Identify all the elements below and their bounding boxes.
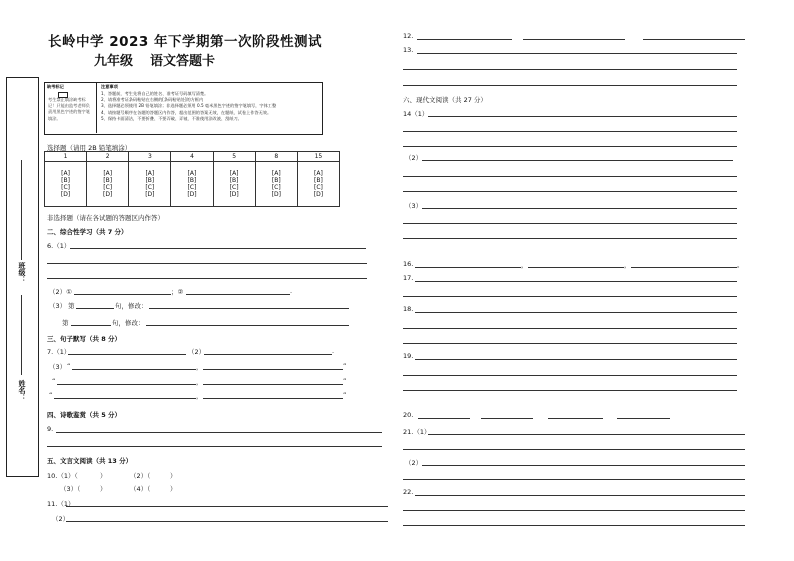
option-c[interactable]: [C] xyxy=(61,184,70,191)
open-quote: “ xyxy=(52,377,56,385)
q16-period: 。 xyxy=(737,261,744,269)
q14-1-label: 14（1） xyxy=(403,110,429,118)
option-d[interactable]: [D] xyxy=(187,191,197,198)
answer-line[interactable] xyxy=(428,116,737,117)
page-title: 长岭中学 2023 年下学期第一次阶段性测试 xyxy=(48,34,322,50)
mc-col-header: 8 xyxy=(255,152,297,162)
answer-line[interactable] xyxy=(415,359,737,360)
answer-line[interactable] xyxy=(418,418,470,419)
q12-label: 12. xyxy=(403,32,414,40)
q9-label: 9. xyxy=(47,425,54,433)
q10-3-label: （3）（ xyxy=(60,485,81,493)
name-label: 姓名： xyxy=(18,380,26,401)
name-field[interactable] xyxy=(21,295,22,375)
q18-label: 18. xyxy=(403,305,414,313)
answer-line[interactable] xyxy=(481,418,533,419)
answer-line[interactable] xyxy=(403,510,745,511)
answer-line[interactable] xyxy=(54,398,196,399)
answer-line[interactable] xyxy=(403,131,737,132)
option-d[interactable]: [D] xyxy=(229,191,239,198)
answer-line[interactable] xyxy=(403,390,737,391)
q7-3-label: （3） xyxy=(49,363,67,371)
mc-options-cell xyxy=(255,162,297,207)
option-b[interactable]: [B] xyxy=(271,177,281,184)
answer-line[interactable] xyxy=(76,308,114,309)
q14-3-label: （3） xyxy=(405,202,423,210)
answer-line[interactable] xyxy=(428,434,745,435)
answer-line[interactable] xyxy=(47,263,367,264)
note-item: 4、请按题号顺序在各题的答题区内作答，超出范围的答案无效，在题纸、试卷上作答无效。 xyxy=(101,109,272,115)
class-field[interactable] xyxy=(21,160,22,260)
note-item: 1、答题前，考生先将自己的姓名、准考证号码填写清楚。 xyxy=(101,91,209,96)
answer-line[interactable] xyxy=(71,325,111,326)
q20-label: 20. xyxy=(403,411,414,419)
notes-title: 注意事项 xyxy=(101,84,118,89)
option-a[interactable]: [A] xyxy=(61,170,70,177)
answer-line[interactable] xyxy=(203,398,343,399)
answer-line[interactable] xyxy=(403,176,737,177)
mc-col-header: 2 xyxy=(87,152,129,162)
option-c[interactable]: [C] xyxy=(187,184,197,191)
q6-3-di2: 第 xyxy=(62,319,69,327)
answer-line[interactable] xyxy=(186,294,290,295)
q6-3-ju2: 句，修改： xyxy=(112,319,145,327)
mc-grid xyxy=(44,151,340,207)
answer-line[interactable] xyxy=(631,267,737,268)
option-a[interactable]: [A] xyxy=(314,170,323,177)
absent-mark-title: 缺考标记 xyxy=(47,84,64,89)
q16-comma: ， xyxy=(624,261,631,269)
q10-2-label: （2）（ xyxy=(130,472,151,480)
q6-2-end: . xyxy=(290,287,293,295)
option-b[interactable]: [B] xyxy=(61,177,70,184)
answer-line[interactable] xyxy=(204,354,332,355)
option-a[interactable]: [A] xyxy=(103,170,113,177)
option-c[interactable]: [C] xyxy=(271,184,281,191)
answer-line[interactable] xyxy=(422,160,733,161)
q11-2-label: （2） xyxy=(52,515,70,523)
answer-line[interactable] xyxy=(523,39,625,40)
answer-line[interactable] xyxy=(72,369,196,370)
q6-2-label: （2）① xyxy=(49,288,72,296)
answer-line[interactable] xyxy=(403,328,737,329)
option-a[interactable]: [A] xyxy=(271,170,281,177)
q11-1-label: 11.（1） xyxy=(47,500,75,508)
q17-label: 17. xyxy=(403,274,414,282)
option-b[interactable]: [B] xyxy=(314,177,323,184)
answer-line[interactable] xyxy=(68,354,186,355)
q22-label: 22. xyxy=(403,488,414,496)
q13-label: 13. xyxy=(403,46,414,54)
q6-3-di: 第 xyxy=(68,302,75,310)
q10-1-label: 10.（1）（ xyxy=(47,472,78,480)
answer-line[interactable] xyxy=(617,418,670,419)
answer-line[interactable] xyxy=(403,146,737,147)
answer-line[interactable] xyxy=(203,369,343,370)
section-4-title: 四、诗歌鉴赏（共 5 分） xyxy=(47,411,122,419)
comma: ， xyxy=(196,392,203,400)
answer-line[interactable] xyxy=(422,465,745,466)
q14-2-label: （2） xyxy=(405,154,423,162)
mc-options-cell xyxy=(213,162,255,207)
option-d[interactable]: [D] xyxy=(145,191,155,198)
q6-label: 6.（1） xyxy=(47,242,71,250)
answer-line[interactable] xyxy=(528,267,624,268)
answer-line[interactable] xyxy=(403,223,737,224)
option-c[interactable]: [C] xyxy=(313,184,323,191)
absent-mark-text: 考生禁止填涂缺考标记！只能由监考老师负责用黑色字迹的签字笔填涂。 xyxy=(48,97,90,121)
answer-line[interactable] xyxy=(417,53,737,54)
mc-options-cell xyxy=(171,162,213,207)
option-c[interactable]: [C] xyxy=(103,184,113,191)
answer-line[interactable] xyxy=(56,432,382,433)
answer-line[interactable] xyxy=(643,39,745,40)
subject-label: 语文答题卡 xyxy=(150,54,216,69)
mc-title: 选择题（请用 2B 铅笔填涂） xyxy=(47,144,132,152)
answer-line[interactable] xyxy=(66,521,388,522)
answer-line[interactable] xyxy=(403,69,737,70)
open-quote: “ xyxy=(49,391,53,399)
option-b[interactable]: [B] xyxy=(229,177,239,184)
answer-line[interactable] xyxy=(417,39,512,40)
q6-3-ju: 句，修改： xyxy=(115,302,148,310)
grade-label: 九年级 xyxy=(94,54,134,69)
answer-line[interactable] xyxy=(70,248,366,249)
open-quote: “ xyxy=(67,362,71,370)
answer-line[interactable] xyxy=(203,384,343,385)
q6-2-separator: ；② xyxy=(171,288,184,296)
notes-list xyxy=(101,91,319,122)
option-b[interactable]: [B] xyxy=(145,177,155,184)
section-5-title: 五、文言文阅读（共 13 分） xyxy=(47,457,133,465)
answer-line[interactable] xyxy=(403,296,737,297)
mc-col-header: 1 xyxy=(45,152,87,162)
q16-label: 16. xyxy=(403,260,414,268)
q7-label: 7.（1） xyxy=(47,348,71,356)
q21-2-label: （2） xyxy=(405,459,423,467)
answer-line[interactable] xyxy=(415,267,521,268)
section-3-title: 三、句子默写（共 8 分） xyxy=(47,335,122,343)
option-b[interactable]: [B] xyxy=(103,177,113,184)
q21-1-label: 21.（1） xyxy=(403,428,431,436)
class-label: 班级： xyxy=(18,262,26,283)
q19-label: 19. xyxy=(403,352,414,360)
option-d[interactable]: [D] xyxy=(313,191,324,198)
answer-line[interactable] xyxy=(415,281,737,282)
answer-line[interactable] xyxy=(415,495,745,496)
close-quote: ” xyxy=(343,391,347,399)
answer-line[interactable] xyxy=(422,208,737,209)
mc-options-cell xyxy=(129,162,171,207)
option-b[interactable]: [B] xyxy=(187,177,197,184)
option-c[interactable]: [C] xyxy=(145,184,155,191)
close-quote: ” xyxy=(343,377,347,385)
option-d[interactable]: [D] xyxy=(271,191,281,198)
answer-line[interactable] xyxy=(403,191,737,192)
section-2-title: 二、综合性学习（共 7 分） xyxy=(47,228,128,236)
answer-line[interactable] xyxy=(403,525,745,526)
note-item: 2、请将准考证条码粘贴在右侧的[条码粘贴处]的方框内 xyxy=(101,97,204,103)
option-c[interactable]: [C] xyxy=(229,184,239,191)
close-quote: ” xyxy=(343,362,347,370)
close-paren: ） xyxy=(170,485,177,493)
answer-line[interactable] xyxy=(548,418,603,419)
answer-line[interactable] xyxy=(57,384,196,385)
option-a[interactable]: [A] xyxy=(145,170,155,177)
option-a[interactable]: [A] xyxy=(229,170,239,177)
answer-line[interactable] xyxy=(403,238,737,239)
mc-col-header: 4 xyxy=(171,152,213,162)
answer-line[interactable] xyxy=(149,308,349,309)
close-paren: ） xyxy=(170,472,177,480)
mc-col-header: 15 xyxy=(297,152,339,162)
mc-options-cell xyxy=(87,162,129,207)
answer-line[interactable] xyxy=(403,375,737,376)
q10-4-label: （4）（ xyxy=(130,485,151,493)
answer-line[interactable] xyxy=(47,446,382,447)
q16-comma: ， xyxy=(521,261,528,269)
answer-line[interactable] xyxy=(403,343,737,344)
mc-col-header: 3 xyxy=(129,152,171,162)
nonchoice-title: 非选择题（请在各试题的答题区内作答） xyxy=(47,214,164,222)
option-d[interactable]: [D] xyxy=(60,191,71,198)
answer-line[interactable] xyxy=(415,312,737,313)
answer-line[interactable] xyxy=(74,294,171,295)
answer-line[interactable] xyxy=(47,278,367,279)
answer-line[interactable] xyxy=(146,325,349,326)
comma: ， xyxy=(196,363,203,371)
section-6-title: 六、现代文阅读（共 27 分） xyxy=(403,96,487,104)
mc-options-cell xyxy=(45,162,87,207)
close-paren: ） xyxy=(100,472,107,480)
option-d[interactable]: [D] xyxy=(103,191,113,198)
answer-line[interactable] xyxy=(403,479,745,480)
q7-2-label: （2） xyxy=(188,348,206,356)
mc-col-header: 5 xyxy=(213,152,255,162)
q6-3-label: （3） xyxy=(49,302,67,310)
answer-line[interactable] xyxy=(66,506,388,507)
answer-line[interactable] xyxy=(403,449,745,450)
comma: ， xyxy=(196,378,203,386)
note-item: 5、保持卡面清洁，不要折叠、不要弄破、弄皱，不准使用涂改液、刮纸刀。 xyxy=(101,115,242,121)
q7-2-end: . xyxy=(332,347,335,355)
note-item: 3、选择题必须使用 2B 铅笔填涂；非选择题必须用 0.5 毫米黑色字迹的签字笔填写，字体工整 xyxy=(101,103,277,109)
answer-line[interactable] xyxy=(403,85,737,86)
mc-options-cell xyxy=(297,162,339,207)
option-a[interactable]: [A] xyxy=(187,170,197,177)
close-paren: ） xyxy=(100,485,107,493)
